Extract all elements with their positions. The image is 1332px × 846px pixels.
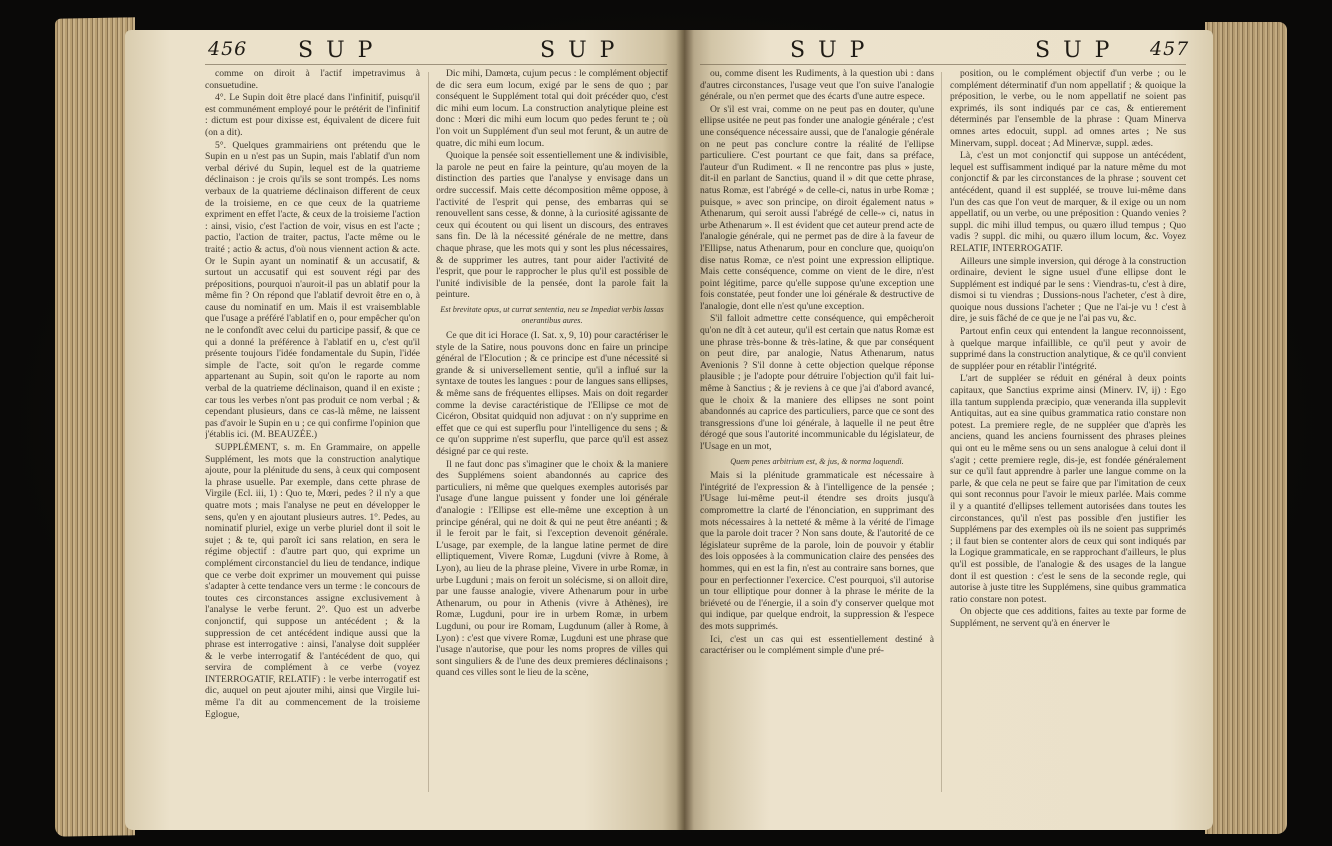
paragraph: Ce que dit ici Horace (I. Sat. x, 9, 10) pour caractériser le style de la Satire, nous pouvons donc en faire un principe général de l'Elocution ; & ce principe est d'une nécessité si grande & si universellement sentie, qu'il a influé sur la syntaxe de toutes les langues : pour de langues sans ellipses, & même sans de fréquentes ellipses. Mais on doit regarder comme la devise caractéristique de l'Ellipse ce mot de Cicéron, Obsitat quidquid non adjuvat : on n'y supprime en effet que ce qui est superflu pour l'intelligence du sens ; & ce qu'on supprime n'est superflu, que parce qu'il est assez désigné par ce qui reste. <box>436 330 668 457</box>
paragraph: Dic mihi, Damœta, cujum pecus : le complément objectif de dic sera eum locum, exigé par le sens de quo ; par conséquent le Supplément total qui doit précéder quo, c'est dic mihi eum locum. La construction analytique pleine est donc : Mœri dic mihi eum locum quo pedes ferunt te ; où l'on voit un Supplément d'un seul mot ferunt, & un autre de quatre, dic mihi eum locum. <box>436 68 668 149</box>
paragraph: Là, c'est un mot conjonctif qui suppose un antécédent, lequel est suffisamment indiqué par la nature même du mot conjonctif & par les circonstances de la phrase ; souvent cet antécédent, quand il est suppléé, se trouve lui-même dans l'un des cas que l'on veut de marquer, & il exige ou un nom appellatif, ou un verbe, ou une préposition : Quando venies ? suppl. dic mihi illud tempus, ou quæro illud tempus ; Quo vadis ? suppl. dic mihi, ou quæro illum locum, &c. Voyez RELATIF, INTERROGATIF. <box>950 150 1186 254</box>
paragraph: Or s'il est vrai, comme on ne peut pas en douter, qu'une ellipse usitée ne peut pas fonder une analogie générale ; c'est une conséquence nécessaire aussi, que de l'analogie générale on ne peut pas conclure contre la réalité de l'ellipse particuliere. C'est pourtant ce que fait, dans sa préface, l'auteur d'un Rudiment. « Il ne rencontre pas plus » juste, dit-il en parlant de Sanctius, quand il » dit que cette phrase, natus Romæ, est l'abrégé » de celle-ci, natus in urbe Romæ ; puisque, » avec son principe, on diroit également natus » Athenarum, qui seroit aussi l'abrégé de celle-» ci, natus in urbe Athenarum ». Il est évident que cet auteur prend acte de l'analogie générale, qui ne permet pas de dire à la faveur de l'Ellipse, natus Athenarum, pour en conclure que, quoiqu'on dise natus Romæ, ce n'est point une expression elliptique. Mais cette conséquence, comme on vient de le dire, n'est point légitime, parce qu'elle suppose qu'une exception une fois constatée, peut fonder une loi générale & destructive de l'analogie, dont elle n'est qu'une exception. <box>700 103 934 312</box>
paragraph: 4°. Le Supin doit être placé dans l'infinitif, puisqu'il est communément employé pour le prétérit de l'infinitif : dictum est pour dixisse est, équivalent de dicere fuit (on a dit). <box>205 92 420 138</box>
paragraph: L'art de suppléer se réduit en général à deux points capitaux, que Sanctius exprime ainsi (Minerv. IV, ij) : Ego illa tantum supplenda præcipio, quæ veneranda illa supplevit Antiquitas, aut ea sine quibus grammatica ratio constare non potest. La premiere regle, de ne suppléer que d'après les anciens, quand les anciens fournissent des phrases pleines qui ont eu le même sens ou un sens analogue à celui dont il s'agit ; cette premiere regle, dis-je, est fondée généralement sur ce qu'il faut apprendre à parler une langue comme on la parle, & que cela ne peut se faire que par l'imitation de ceux qui sont reconnus pour l'avoir le mieux parlée. Mais comme il y a quantité d'ellipses tellement autorisées dans toutes les circonstances, qu'il n'est pas possible d'en justifier les Supplémens par des exemples où ils ne soient pas supprimés ; il faut bien se contenter alors de ceux qui sont indiqués par la Logique grammaticale, en se rapprochant d'ailleurs, le plus qu'il est possible, de l'analogie & des usages de la langue dont il est question : c'est le sens de la seconde regle, qui autorise à juste titre les Supplémens, sine quibus grammatica ratio constare non potest. <box>950 373 1186 605</box>
paragraph: Quoique la pensée soit essentiellement une & indivisible, la parole ne peut en faire la peinture, qu'au moyen de la distinction des parties que l'analyse y envisage dans un ordre successif. Mais cette décomposition même oppose, à l'activité de l'esprit qui pense, des embarras qui se renouvellent sans cesse, & donne, à la curiosité agissante de ceux qui écoutent ou qui lisent un discours, des entraves sans fin. De là la nécessité générale de ne mettre, dans chaque phrase, que les mots qui y sont les plus nécessaires, & de supprimer les autres, tant pour aider l'activité de l'esprit, que pour le rapprocher le plus qu'il est possible de l'unité indivisible de la pensée, dont la parole fait la peinture. <box>436 150 668 301</box>
left-column-separator <box>428 72 429 792</box>
left-header-rule <box>205 64 667 65</box>
paragraph: 5°. Quelques grammairiens ont prétendu que le Supin en u n'est pas un Supin, mais l'ablatif d'un nom verbal dérivé du Supin, lequel est de la quatrieme déclinaison : je crois qu'ils se sont trompés. Les noms verbaux de la quatrieme déclinaison different de ceux de la troisieme, en ce que ceux de la quatrieme expriment en effet l'acte, & ceux de la troisieme l'action : ainsi, visio, c'est l'action de voir, visus en est l'acte ; pactio, l'action de traiter, pactus, l'acte même ou le traité ; actio & actus, d'où nous viennent action & acte. Or le Supin ayant un nominatif & un accusatif, & surtout un accusatif qui est souvent régi par des prépositions, pourquoi n'auroit-il pas un ablatif pour la même fin ? On répond que l'ablatif devroit être en o, à cause du nominatif en um. Mais il est vraisemblable que l'usage a préféré l'ablatif en o, pour empêcher qu'on ne le confondît avec celui du participe passif, & que ce qui a donné la préférence à l'ablatif en u, c'est qu'il présente toujours l'idée fondamentale du Supin, l'idée simple de l'acte, soit qu'on le regarde comme appartenant au Supin, soit qu'on le raporte au nom verbal de la quatrieme déclinaison, quand il en existe ; car tous les verbes n'ont pas produit ce nom verbal ; & cependant plusieurs, dans ce cas-là même, ne laissent pas d'avoir le Supin en u ; ce qui confirme l'opinion que j'établis ici. (M. BEAUZÉE.) <box>205 139 420 441</box>
paragraph: Ici, c'est un cas qui est essentiellement destiné à caractériser ou le complément simple d'une pré- <box>700 633 934 657</box>
paragraph: ou, comme disent les Rudiments, à la question ubi : dans d'autres circonstances, l'usage veut que l'on suive l'analogie générale, ou n'en permet que des écarts d'une autre espece. <box>700 68 934 103</box>
paragraph: SUPPLÉMENT, s. m. En Grammaire, on appelle Supplément, les mots que la construction analytique ajoute, pour la plénitude du sens, à ceux qui composent la phrase usuelle. Par exemple, dans cette phrase de Virgile (Ecl. iii, 1) : Quo te, Mœri, pedes ? il n'y a que quatre mots ; mais l'analyse ne peut en développer le sens, qu'en y en ajoutant plusieurs autres. 1°. Pedes, au nominatif pluriel, exige un verbe pluriel dont il soit le sujet ; & te, qui paroît ici sans relation, en sera le régime objectif : d'autre part quo, qui exprime un complément circonstanciel du lieu de tendance, indique que ce verbe doit exprimer un mouvement qui puisse s'adapter à cette tendance vers un terme : le concours de toutes ces circonstances assigne exclusivement à l'analyse le verbe ferunt. 2°. Quo est un adverbe conjonctif, qui suppose un antécédent ; & la suppression de cet antécédent indique aussi que la phrase est interrogative : ainsi, l'analyse doit suppléer & le verbe interrogatif & l'antécédent de quo, qui servira de complément à ce verbe (voyez INTERROGATIF, RELATIF) : le verbe interrogatif est dic, auquel on peut ajouter mihi, ainsi que Virgile lui-même l'a dit au commencement de la troisieme Eglogue, <box>205 442 420 720</box>
right-header-col1: S U P <box>790 38 868 63</box>
paragraph: On objecte que ces additions, faites au texte par forme de Supplément, ne servent qu'à en énerver le <box>950 606 1186 629</box>
left-page-column-1 <box>205 68 420 790</box>
paragraph: position, ou le complément objectif d'un verbe ; ou le complément déterminatif d'un nom appellatif ; & quoique la préposition, le verbe, ou le nom appellatif ne soient pas exprimés, ils sont indiqués par ce cas, & entierement déterminés par l'ensemble de la phrase : Quam Minerva omnes artes edocuit, suppl. ad omnes artes ; Ne sus Minervam, suppl. doceat ; Ad Minervæ, suppl. ædes. <box>950 68 1186 149</box>
left-page-number: 456 <box>208 38 248 60</box>
right-page-number: 457 <box>1150 38 1190 60</box>
left-header-col2: S U P <box>540 38 618 63</box>
right-column-separator <box>941 72 942 792</box>
paragraph: Ailleurs une simple inversion, qui déroge à la construction ordinaire, devient le signe usuel d'une ellipse dont le Supplément est indiqué par le sens : Viendras-tu, c'est à dire, dismoi si tu viendras ; Dussions-nous l'acheter, c'est à dire, quoique nous dussions l'acheter ; Que ne l'ai-je vu ! c'est à dire, je suis fâché de ce que je ne l'ai pas vu, &c. <box>950 255 1186 325</box>
paragraph: Il ne faut donc pas s'imaginer que le choix & la maniere des Supplémens soient abandonnés au caprice des particuliers, ni même que quelques exemples autorisés par l'usage d'une langue puissent y fonder une loi générale d'analogie : l'Ellipse est elle-même une exception à un principe général, qui ne doit & qui ne peut être anéanti ; & il le feroit par le fait, si l'exception devenoit générale. L'usage, par exemple, de la langue latine permet de dire elliptiquement, Vivere Romæ, Lugduni (vivre à Rome, à Lyon), au lieu de la phrase pleine, Vivere in urbe Romæ, in urbe Lugduni ; mais on feroit un solécisme, si on alloit dire, par une fausse analogie, vivere Athenarum pour in urbe Athenarum, ou pour in Athenis (vivre à Athènes), ire Romæ, Lugduni, pour ire in urbem Romæ, in urbem Lugduni, ou pour ire Romam, Lugdunum (aller à Rome, à Lyon) : c'est que vivere Romæ, Lugduni est une phrase que l'usage n'autorise, que pour les noms propres de villes qui sont singuliers & de l'une des deux premieres déclinaisons ; quand ces villes sont le lieu de la scène, <box>436 458 668 679</box>
left-page-edges <box>55 17 135 836</box>
right-header-col2: S U P <box>1035 38 1113 63</box>
right-page-edges <box>1205 22 1287 834</box>
left-page-column-2 <box>436 68 668 790</box>
right-header-rule <box>700 64 1186 65</box>
latin-quote: Quem penes arbitrium est, & jus, & norma loquendi. <box>730 456 904 466</box>
right-page-column-1 <box>700 68 934 790</box>
right-page-column-2 <box>950 68 1186 790</box>
paragraph: comme on diroit à l'actif impetravimus à consuetudine. <box>205 68 420 91</box>
left-header-col1: S U P <box>298 38 376 63</box>
paragraph: Mais si la plénitude grammaticale est nécessaire à l'intégrité de l'expression & à l'intelligence de la pensée ; l'Usage lui-même peut-il étendre ses droits jusqu'à compromettre la clarté de l'énonciation, en supprimant des mots nécessaires à la netteté & même à la vérité de l'image que la parole doit tracer ? Non sans doute, & l'autorité de ce législateur suprême de la parole, loin de pouvoir y établir des lois opposées à la communication claire des pensées des hommes, qui en est la fin, n'est au contraire sans bornes, que pour en perfectionner l'exercice. C'est pourquoi, s'il autorise un tour elliptique pour donner à la phrase le mérite de la briéveté ou de l'énergie, il a soin d'y conserver quelque mot qui indique, par quelque endroit, la suppression & l'espece des mots supprimés. <box>700 470 934 632</box>
paragraph: Partout enfin ceux qui entendent la langue reconnoissent, à quelque marque infaillible, ce qu'il peut y avoir de supprimé dans la construction analytique, & ce qu'il convient de suppléer pour en rétablir l'intégrité. <box>950 326 1186 372</box>
book-gutter <box>676 30 694 830</box>
latin-quote: Est brevitate opus, ut currat sententia, neu se Impediat verbis lassas onerantibus aures. <box>440 304 664 326</box>
paragraph: S'il falloit admettre cette conséquence, qui empêcheroit qu'on ne dît à cet auteur, qu'il est certain que natus Romæ est une phrase très-bonne & très-latine, & que par conséquent on peut dire, par analogie, Natus Athenarum, natus Avenionis ? S'il donne à cette objection quelque réponse plausible ; je l'adopte pour détruire l'objection qu'il fait lui-même à Sanctius ; & je reviens à ce que j'ai d'abord avancé, que le choix & la maniere des ellipses ne sont point abandonnés au caprice des particuliers, parce que ce sont des transgressions d'une loi générale, à laquelle il ne peut être dérogé que sous l'autorité incommunicable du législateur, de l'Usage en un mot, <box>700 313 934 452</box>
